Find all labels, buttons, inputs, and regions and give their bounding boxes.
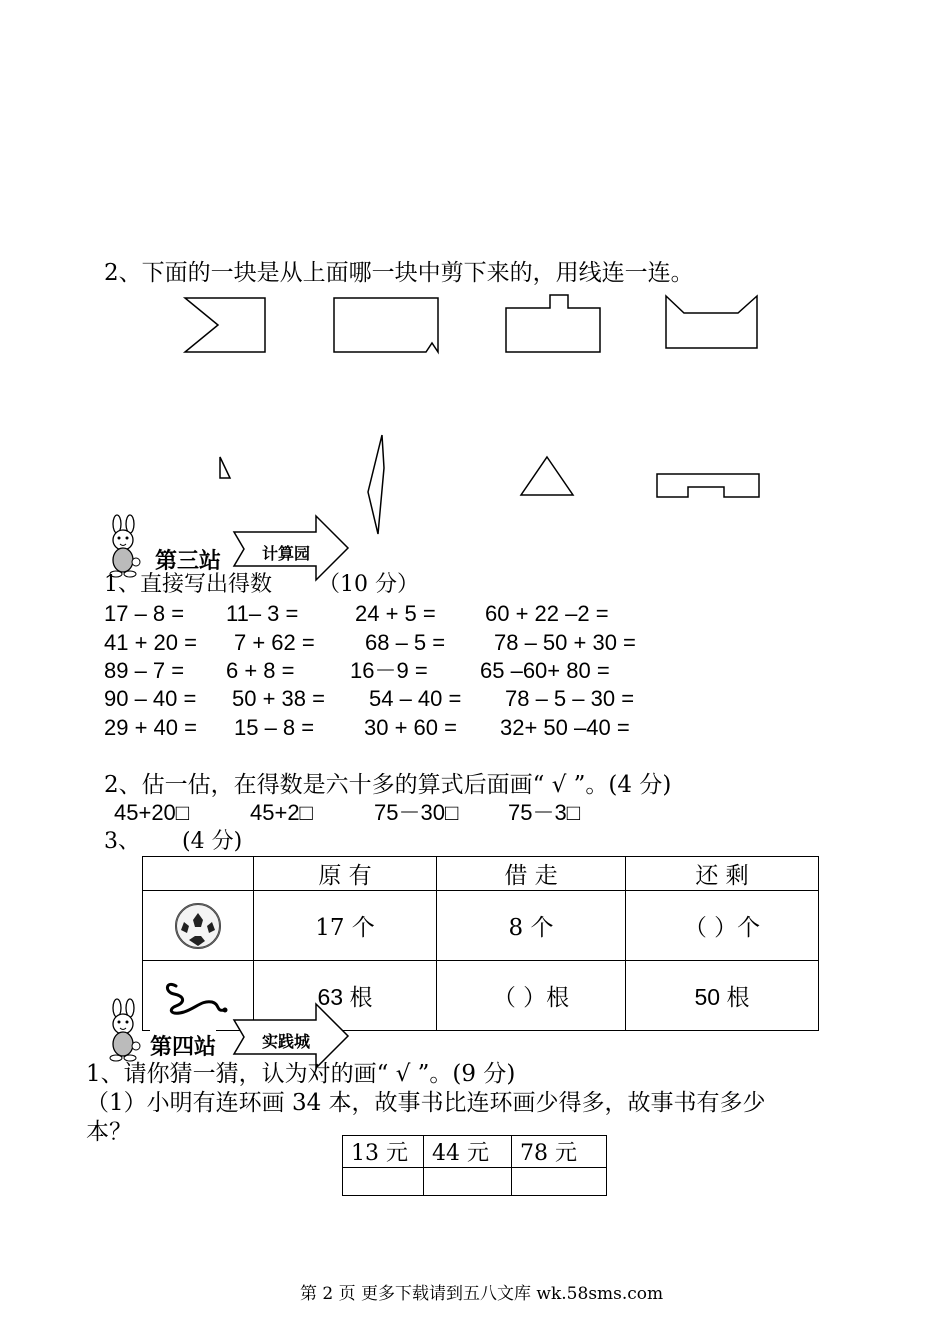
- calc-item: 89 – 7 =: [104, 658, 185, 683]
- answer-cell-13[interactable]: [343, 1168, 424, 1196]
- estimate-item[interactable]: 75－30□: [374, 800, 459, 825]
- piece-tall-parallelogram: [362, 432, 390, 538]
- header-blank-cell: [143, 857, 254, 891]
- station-4-title: 第四站: [150, 1030, 216, 1061]
- station-4-arrow-label: 实践城: [262, 1032, 311, 1051]
- calc-heading: 1、直接写出得数: [104, 572, 272, 597]
- option-78: 78 元: [512, 1136, 607, 1168]
- calc-item: 65 –60+ 80 =: [480, 658, 610, 683]
- estimate-item[interactable]: 45+20□: [114, 800, 190, 825]
- rabbit-mascot-icon: [100, 518, 146, 578]
- q3-label: 3、: [104, 829, 140, 854]
- calc-item: 32+ 50 –40 =: [500, 715, 630, 740]
- calc-item: 90 – 40 =: [104, 686, 197, 711]
- guess-options-table: [342, 1135, 607, 1196]
- guess-line-1: （1）小明有连环画 34 本，故事书比连环画少得多，故事书有多少: [86, 1090, 766, 1116]
- calc-item: 68 – 5 =: [365, 630, 446, 655]
- figure-rectangle-cut-corner: [328, 293, 443, 357]
- calc-item: 50 + 38 =: [232, 686, 325, 711]
- soccer-ball-cell: [143, 891, 254, 961]
- calc-item: 54 – 40 =: [369, 686, 462, 711]
- header-borrowed: 借 走: [437, 857, 626, 891]
- guess-heading: 1、请你猜一猜，认为对的画“ √ ”。(9 分): [86, 1061, 516, 1087]
- station-3-title: 第三站: [155, 549, 222, 574]
- piece-small-triangle: [214, 452, 238, 482]
- figure-notched-rectangle-left: [180, 293, 270, 357]
- ball-remaining-cell[interactable]: （ ）个: [626, 891, 819, 961]
- option-44: 44 元: [424, 1136, 512, 1168]
- piece-notched-strip: [652, 470, 764, 502]
- calc-item: 60 + 22 –2 =: [485, 601, 609, 626]
- calc-item: 6 + 8 =: [226, 658, 295, 683]
- calc-item: 15 – 8 =: [234, 715, 315, 740]
- calc-item: 11– 3 =: [226, 601, 299, 626]
- rope-borrowed-cell[interactable]: （ ）根: [437, 961, 626, 1031]
- header-remaining: 还 剩: [626, 857, 819, 891]
- calc-item: 29 + 40 =: [104, 715, 197, 740]
- calc-item: 17 – 8 =: [104, 601, 185, 626]
- page-footer: 第 2 页 更多下载请到五八文库 wk.58sms.com: [300, 1284, 664, 1304]
- calc-item: 7 + 62 =: [234, 630, 315, 655]
- ball-original-cell: 17 个: [254, 891, 437, 961]
- header-original: 原 有: [254, 857, 437, 891]
- q3-score: (4 分): [182, 829, 243, 854]
- piece-triangle: [516, 452, 578, 500]
- calc-item: 78 – 50 + 30 =: [494, 630, 636, 655]
- rope-icon: [162, 976, 234, 1016]
- calc-item: 41 + 20 =: [104, 630, 197, 655]
- rabbit-mascot-icon: [100, 1002, 146, 1062]
- calc-item: 78 – 5 – 30 =: [505, 686, 635, 711]
- rope-remaining-cell: [626, 961, 819, 1031]
- option-13: 13 元: [343, 1136, 424, 1168]
- answer-cell-44[interactable]: [424, 1168, 512, 1196]
- rope-original-value: 63 根: [317, 984, 373, 1010]
- calc-item: 30 + 60 =: [364, 715, 457, 740]
- station-3-arrow-label: 计算园: [262, 544, 311, 563]
- figure-rectangle-with-tab: [500, 290, 606, 358]
- answer-cell-78[interactable]: [512, 1168, 607, 1196]
- question-2-cut-shapes: 2、下面的一块是从上面哪一块中剪下来的，用线连一连。: [104, 260, 694, 286]
- estimate-heading: 2、估一估，在得数是六十多的算式后面画“ √ ”。(4 分): [104, 772, 672, 798]
- figure-rectangle-v-top: [660, 293, 764, 353]
- estimate-item[interactable]: 45+2□: [250, 800, 313, 825]
- guess-line-2: 本？: [86, 1119, 132, 1145]
- rope-remaining-value: 50 根: [694, 984, 750, 1010]
- soccer-ball-icon: [172, 900, 224, 952]
- calc-item: 16－9 =: [350, 658, 428, 683]
- ball-borrowed-cell: 8 个: [437, 891, 626, 961]
- estimate-item[interactable]: 75－3□: [508, 800, 580, 825]
- calc-item: 24 + 5 =: [355, 601, 436, 626]
- calc-score: （10 分）: [318, 572, 419, 597]
